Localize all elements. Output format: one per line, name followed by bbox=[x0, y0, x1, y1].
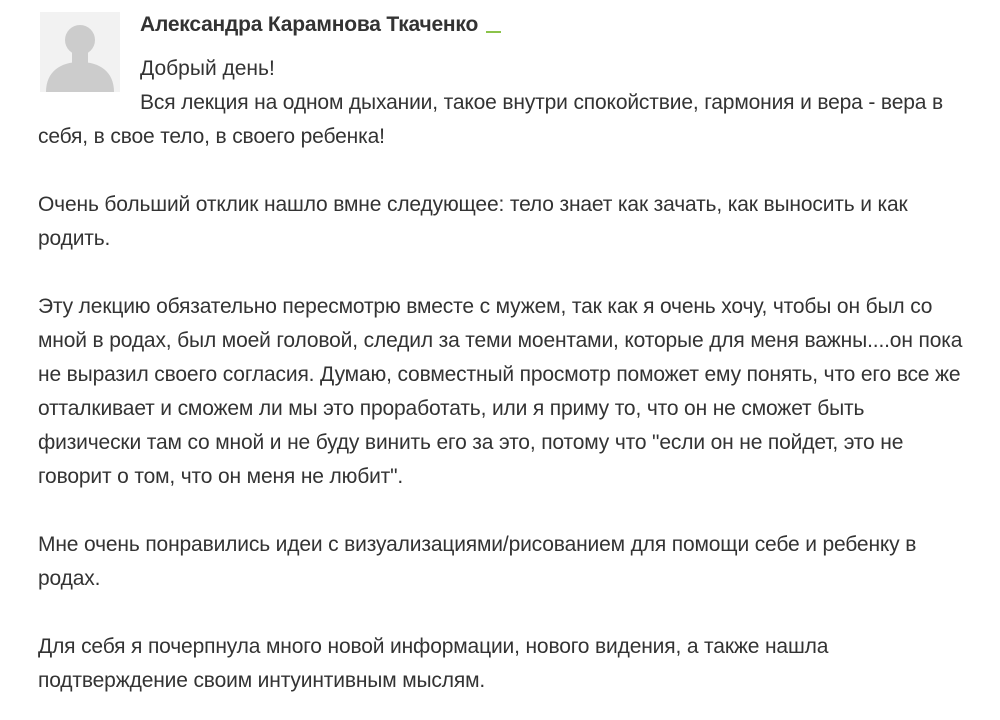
comment-body bbox=[38, 86, 968, 720]
comment-paragraph: Мне очень понравились идеи с визуализациями/рисованием для помощи себе и ребенку в родах. bbox=[38, 533, 917, 590]
default-user-avatar-icon bbox=[40, 12, 120, 92]
comment-paragraph: Эту лекцию обязательно пересмотрю вместе с мужем, так как я очень хочу, чтобы он был со мной в родах, был моей головой, следил за теми моентами, которые для меня важны....он пока не выразил своего согласия. Думаю, совместный просмотр поможет ему понять, что его все же отталкивает и сможем ли мы это проработать, или я приму то, что он не сможет быть физически там со мной и не буду винить его за это, потому что "если он не пойдет, это не говорит о том, что он меня не любит". bbox=[38, 295, 963, 488]
comment-greeting: Добрый день! bbox=[140, 57, 275, 80]
avatar[interactable] bbox=[40, 12, 120, 92]
online-status-indicator bbox=[486, 31, 501, 33]
comment-paragraph: Очень больший отклик нашло вмне следующее: тело знает как зачать, как выносить и как родить. bbox=[38, 193, 908, 250]
author-name[interactable]: Александра Карамнова Ткаченко bbox=[140, 13, 479, 36]
comment-paragraph: Для себя я почерпнула много новой информации, нового видения, а также нашла подтверждение своим интуинтивным мыслям. bbox=[38, 635, 829, 692]
comment-paragraph: Вся лекция на одном дыхании, такое внутри спокойствие, гармония и вера - вера в себя, в свое тело, в своего ребенка! bbox=[38, 91, 943, 148]
author-line bbox=[140, 10, 501, 40]
